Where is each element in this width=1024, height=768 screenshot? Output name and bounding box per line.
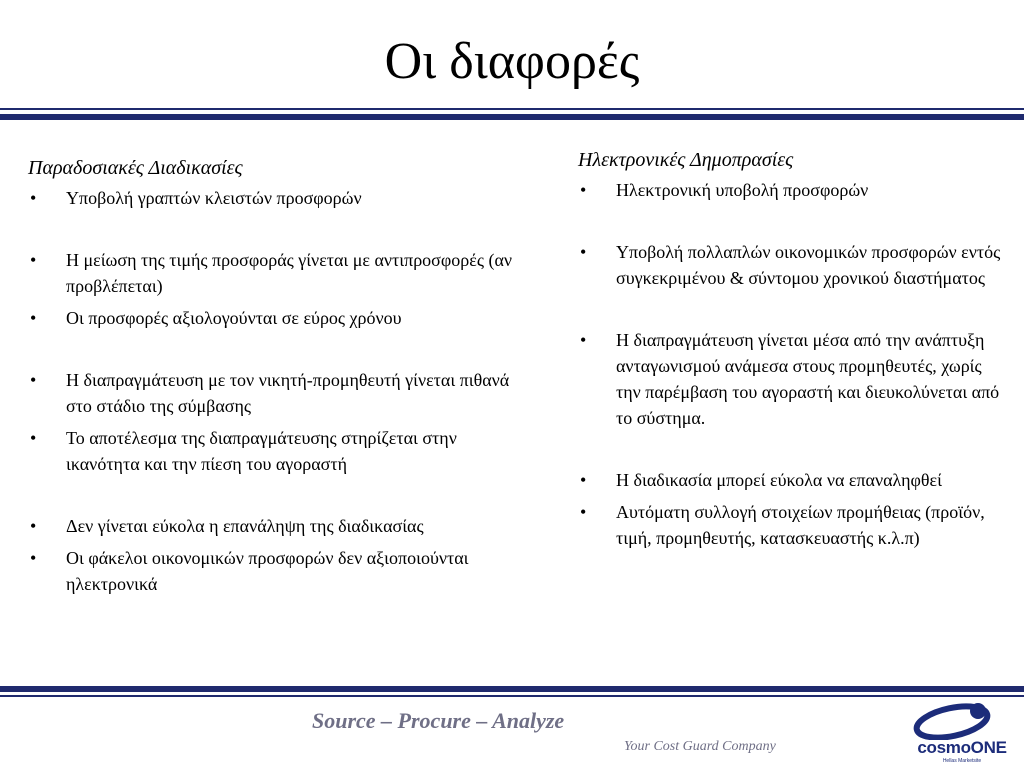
logo-text-one: ONE	[970, 738, 1007, 757]
bullet-icon: •	[30, 548, 37, 568]
cosmoone-logo	[906, 700, 1018, 764]
list-item	[28, 305, 528, 331]
list-item	[28, 367, 528, 419]
list-item-text: Η διαπραγμάτευση γίνεται μέσα από την ανάπτυξη ανταγωνισμού ανάμεσα στους προμηθευτές, χωρίς την παρέμβαση του αγοραστή και διευκολύνεται από το σύστημα.	[616, 330, 1000, 428]
bullet-icon: •	[30, 250, 37, 270]
footer-slogan: Source – Procure – Analyze	[312, 708, 565, 733]
swoosh-orbit-icon	[906, 700, 1018, 740]
traditional-procedures-heading: Παραδοσιακές Διαδικασίες	[28, 157, 243, 179]
bullet-icon: •	[30, 428, 37, 448]
logo-subtext: Hellas Marketsite	[942, 758, 982, 764]
list-item-text: Η διαδικασία μπορεί εύκολα να επαναληφθεί	[616, 470, 942, 490]
logo-text-cosmo: cosmo	[917, 738, 971, 757]
list-item	[578, 239, 1008, 291]
bullet-icon: •	[30, 308, 37, 328]
list-item-text: Υποβολή γραπτών κλειστών προσφορών	[66, 188, 362, 208]
slide-title: Οι διαφορές	[384, 33, 640, 90]
list-item-text: Οι προσφορές αξιολογούνται σε εύρος χρόνου	[66, 308, 402, 328]
footer-tagline: Your Cost Guard Company	[624, 739, 776, 754]
list-item-text: Αυτόματη συλλογή στοιχείων προμήθειας (προϊόν, τιμή, προμηθευτής, κατασκευαστής κ.λ.π)	[616, 502, 985, 548]
list-item-text: Το αποτέλεσμα της διαπραγμάτευσης στηρίζεται στην ικανότητα και την πίεση του αγοραστή	[66, 428, 457, 474]
traditional-procedures-list	[28, 185, 528, 597]
traditional-procedures-column	[28, 155, 528, 597]
list-item-text: Υποβολή πολλαπλών οικονομικών προσφορών εντός συγκεκριμένου & σύντομου χρονικού διαστήματος	[616, 242, 1001, 288]
electronic-auctions-list	[578, 177, 1008, 551]
top-rule-thick	[0, 114, 1024, 120]
list-item	[578, 467, 1008, 493]
electronic-auctions-column	[578, 147, 1008, 551]
bottom-rule-thick	[0, 686, 1024, 692]
list-item	[28, 247, 528, 299]
bullet-icon: •	[30, 516, 37, 536]
top-rule-thin	[0, 108, 1024, 110]
bullet-icon: •	[580, 470, 587, 490]
list-item	[28, 185, 528, 211]
logo-text	[906, 738, 1018, 758]
list-item-text: Δεν γίνεται εύκολα η επανάληψη της διαδικασίας	[66, 516, 424, 536]
list-item-text: Οι φάκελοι οικονομικών προσφορών δεν αξιοποιούνται ηλεκτρονικά	[66, 548, 469, 594]
list-item	[578, 177, 1008, 203]
list-item	[28, 513, 528, 539]
list-item	[28, 425, 528, 477]
list-item-text: Ηλεκτρονική υποβολή προσφορών	[616, 180, 869, 200]
bullet-icon: •	[580, 180, 587, 200]
list-item	[578, 327, 1008, 431]
list-item	[28, 545, 528, 597]
bullet-icon: •	[580, 242, 587, 262]
list-item-text: Η διαπραγμάτευση με τον νικητή-προμηθευτή γίνεται πιθανά στο στάδιο της σύμβασης	[66, 370, 510, 416]
electronic-auctions-heading: Ηλεκτρονικές Δημοπρασίες	[578, 149, 794, 171]
list-item-text: Η μείωση της τιμής προσφοράς γίνεται με αντιπροσφορές (αν προβλέπεται)	[66, 250, 513, 296]
bullet-icon: •	[580, 330, 587, 350]
bullet-icon: •	[30, 370, 37, 390]
bottom-rule-thin	[0, 695, 1024, 697]
bullet-icon: •	[30, 188, 37, 208]
bullet-icon: •	[580, 502, 587, 522]
list-item	[578, 499, 1008, 551]
